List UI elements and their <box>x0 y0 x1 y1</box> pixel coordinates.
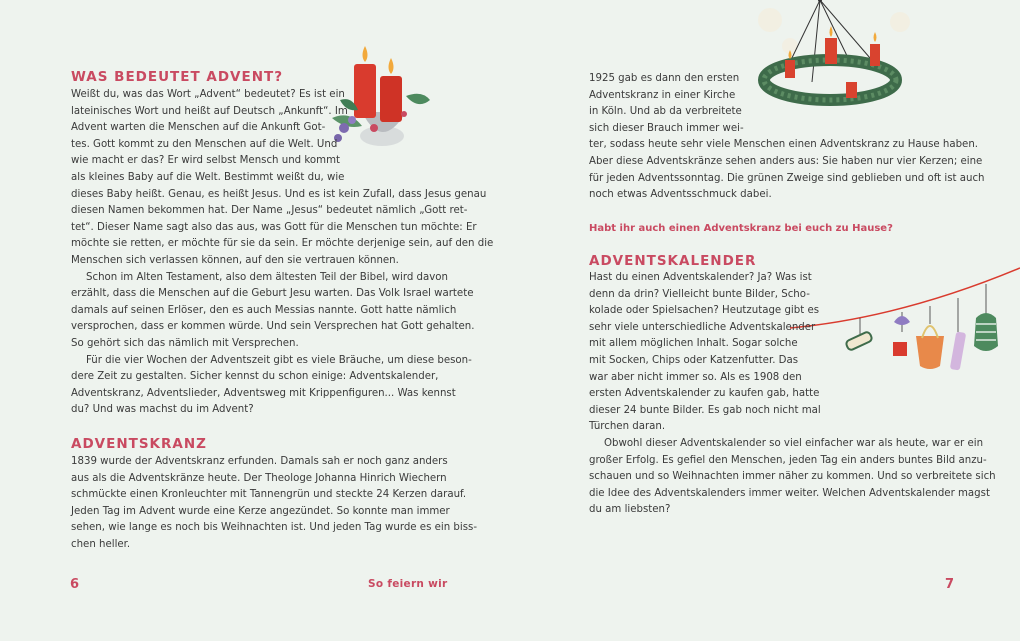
text-line: tet“. Dieser Name sagt also das aus, was Gott für die Menschen tun möchte: Er <box>71 221 477 233</box>
question-adventskranz: Habt ihr auch einen Adventskranz bei euch zu Hause? <box>589 223 893 234</box>
text-line: großer Erfolg. Es gefiel den Menschen, jeden Tag ein anders buntes Bild anzu- <box>589 454 987 466</box>
page-number-right: 7 <box>945 577 955 592</box>
text-line: dieser 24 bunte Bilder. Es gab noch nicht mal <box>589 404 821 416</box>
text-line: mit allem möglichen Inhalt. Sogar solche <box>589 338 798 350</box>
heading-was-bedeutet-advent: WAS BEDEUTET ADVENT? <box>71 69 284 85</box>
text-line: 1925 gab es dann den ersten <box>589 73 740 84</box>
text-line: sich dieser Brauch immer wei- <box>589 122 744 134</box>
text-line: Türchen daran. <box>589 421 666 433</box>
right-page <box>510 0 1020 641</box>
text-line: für jeden Adventssonntag. Die grünen Zweige sind geblieben und oft ist auch <box>589 172 985 184</box>
text-line: wie macht er das? Er wird selbst Mensch und kommt <box>71 155 340 167</box>
text-line: tes. Gott kommt zu den Menschen auf die Welt. Und <box>71 138 338 150</box>
text-line: war aber nicht immer so. Als es 1908 den <box>589 371 802 383</box>
text-line: So gehört sich das nämlich mit Versprechen. <box>71 338 299 349</box>
text-line: ter, sodass heute sehr viele Menschen einen Adventskranz zu Hause haben. <box>589 139 979 151</box>
text-line: ersten Adventskalender zu kaufen gab, hatte <box>589 388 820 400</box>
text-line: dieses Baby heißt. Genau, es heißt Jesus. Und es ist kein Zufall, dass Jesus genau <box>71 188 487 200</box>
text-line: Weißt du, was das Wort „Advent“ bedeutet? Es ist ein <box>71 89 345 100</box>
text-line: sehen, wie lange es noch bis Weihnachten ist. Und jeden Tag wurde es ein biss- <box>71 522 477 534</box>
text-line: Für die vier Wochen der Adventszeit gibt es viele Bräuche, um diese beson- <box>86 354 472 366</box>
heading-adventskranz: ADVENTSKRANZ <box>71 436 207 452</box>
text-line: mit Socken, Chips oder Katzenfutter. Das <box>589 355 799 366</box>
text-line: diesen Namen bekommen hat. Der Name „Jesus“ bedeutet nämlich „Gott ret- <box>71 205 468 217</box>
text-line: versprochen, dass er kommen würde. Und sein Versprechen hat Gott gehalten. <box>71 321 475 333</box>
text-line: erzählt, dass die Menschen auf die Geburt Jesu warten. Das Volk Israel wartete <box>71 288 474 300</box>
text-line: sehr viele unterschiedliche Adventskalender <box>589 321 816 333</box>
text-line: Advent warten die Menschen auf die Ankunft Got- <box>71 122 326 134</box>
text-line: Jeden Tag im Advent wurde eine Kerze angezündet. So konnte man immer <box>71 505 450 517</box>
text-line: als kleines Baby auf die Welt. Bestimmt weißt du, wie <box>71 172 345 183</box>
running-title: So feiern wir <box>368 578 448 590</box>
text-line: Aber diese Adventskränze sehen anders aus: Sie haben nur vier Kerzen; eine <box>589 156 983 167</box>
text-line: noch etwas Adventsschmuck dabei. <box>589 189 772 201</box>
hanging-advent-wreath-icon <box>750 0 920 120</box>
page-number-left: 6 <box>70 577 80 592</box>
text-line: 1839 wurde der Adventskranz erfunden. Damals sah er noch ganz anders <box>71 456 448 467</box>
text-line: in Köln. Und ab da verbreitete <box>589 106 742 118</box>
heading-adventskalender: ADVENTSKALENDER <box>589 253 757 269</box>
text-line: möchte sie retten, er möchte für sie da sein. Er möchte derjenige sein, auf den die <box>71 238 494 250</box>
text-line: Adventskranz in einer Kirche <box>589 89 736 101</box>
text-line: damals auf seinen Erlöser, den es auch Messias nannte. Gott hatte nämlich <box>71 304 457 316</box>
advent-calendar-garland-icon <box>790 262 1020 382</box>
text-line: du? Und was machst du im Advent? <box>71 404 254 416</box>
text-line: aus als die Adventskränze heute. Der Theologe Johanna Hinrich Wiechern <box>71 472 447 484</box>
text-line: Adventskranz, Adventslieder, Adventsweg mit Krippenfiguren... Was kennst <box>71 387 456 399</box>
text-line: die Idee des Adventskalenders immer weiter. Welchen Adventskalender magst <box>589 487 990 499</box>
text-line: lateinisches Wort und heißt auf Deutsch „Ankunft“. Im <box>71 105 348 117</box>
text-line: Schon im Alten Testament, also dem ältesten Teil der Bibel, wird davon <box>86 271 448 283</box>
text-line: chen heller. <box>71 539 131 550</box>
text-line: kolade oder Spielsachen? Heutzutage gibt es <box>589 305 820 317</box>
text-line: schauen und so Weihnachten immer näher zu kommen. Und so verbreitete sich <box>589 471 996 483</box>
text-line: Menschen sich verlassen können, auf den sie vertrauen können. <box>71 255 399 266</box>
text-line: du am liebsten? <box>589 504 671 516</box>
text-line: schmückte einen Kronleuchter mit Tannengrün und steckte 24 Kerzen darauf. <box>71 489 467 501</box>
text-line: dere Zeit zu gestalten. Sicher kennst du schon einige: Adventskalender, <box>71 371 439 383</box>
text-line: Obwohl dieser Adventskalender so viel einfacher war als heute, war er ein <box>604 438 984 449</box>
text-line: Hast du einen Adventskalender? Ja? Was ist <box>589 272 812 283</box>
text-line: denn da drin? Vielleicht bunte Bilder, Scho- <box>589 288 810 300</box>
